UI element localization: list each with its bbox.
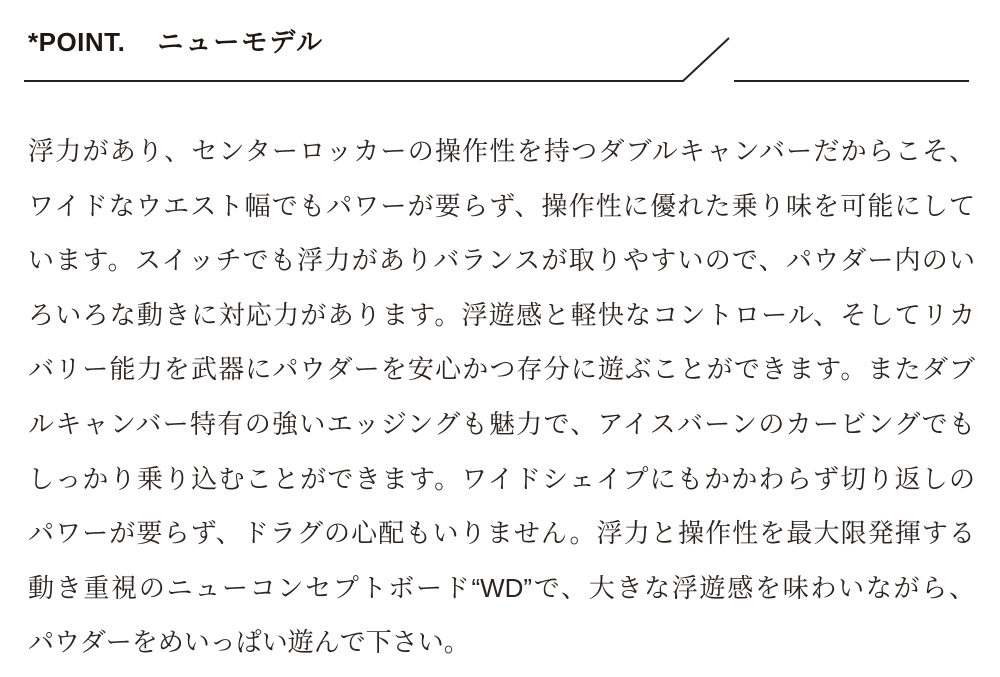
body-text-line: バリー能力を武器にパウダーを安心かつ存分に遊ぶことができます。またダブ (28, 354, 975, 385)
body-text-line: ルキャンバー特有の強いエッジングも魅力で、アイスバーンのカービングでも (28, 408, 975, 439)
body-text-line: ワイドなウエスト幅でもパワーが要らず、操作性に優れた乗り味を可能にして (28, 190, 975, 221)
body-text-line: パウダーをめいっぱい遊んで下さい。 (28, 627, 470, 658)
section-header-label: *POINT. (28, 27, 126, 57)
body-text-line: います。スイッチでも浮力がありバランスが取りやすいので、パウダー内のい (28, 245, 975, 276)
section-header-title: ニューモデル (157, 27, 325, 57)
body-text-line: 浮力があり、センターロッカーの操作性を持つダブルキャンバーだからこそ、 (28, 136, 975, 166)
body-text-line: しっかり乗り込むことができます。ワイドシェイプにもかかわらず切り返しの (28, 463, 975, 494)
body-text-line: パワーが要らず、ドラグの心配もいりません。浮力と操作性を最大限発揮する (28, 518, 975, 549)
section-header (28, 27, 324, 57)
body-text-line: 動き重視のニューコンセプトボード“WD”で、大きな浮遊感を味わいながら、 (28, 572, 975, 603)
body-text (28, 124, 975, 670)
body-text-line: ろいろな動きに対応力があります。浮遊感と軽快なコントロール、そしてリカ (28, 299, 975, 330)
